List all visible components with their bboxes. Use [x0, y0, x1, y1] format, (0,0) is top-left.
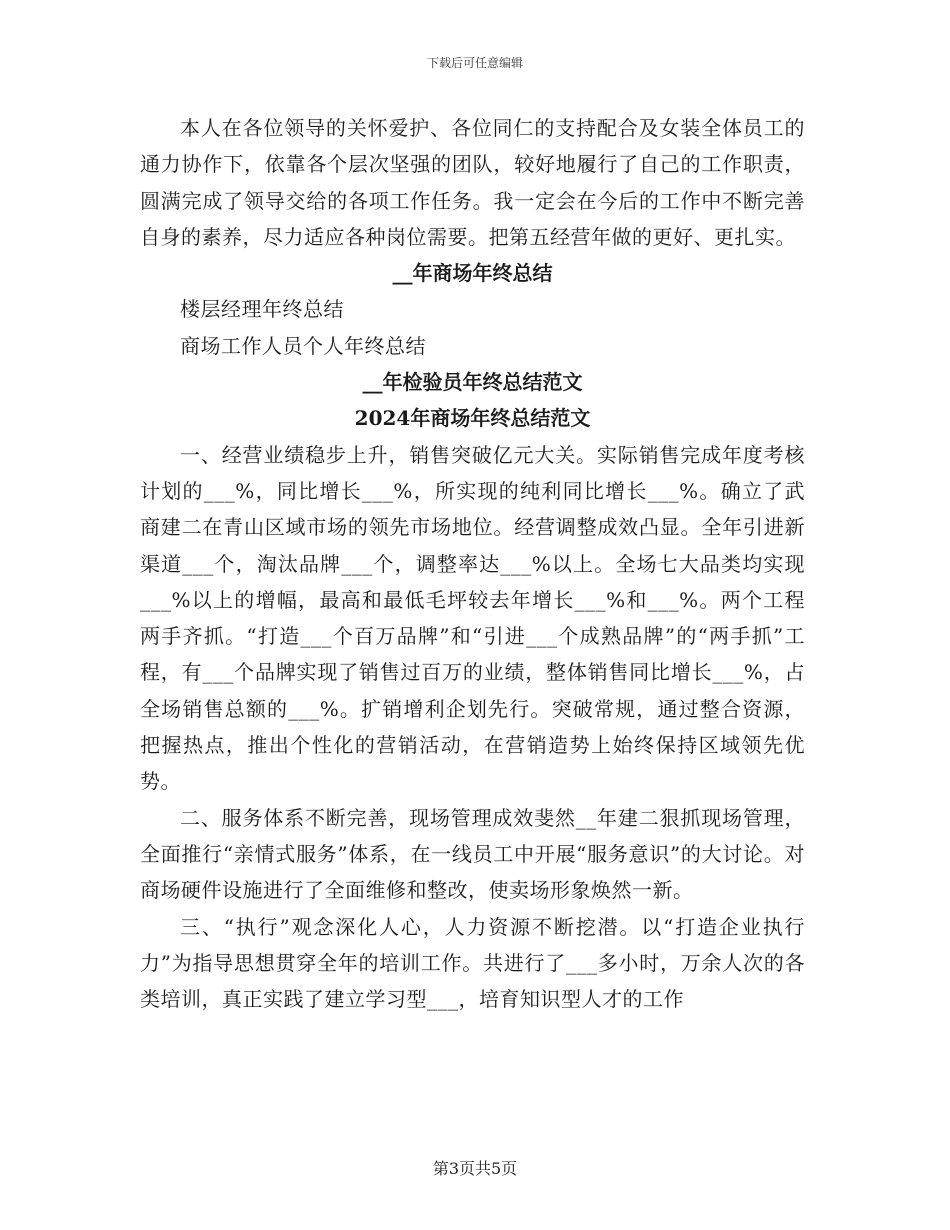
page-number: 第3页共5页 — [432, 1159, 518, 1178]
page-header: 下载后可任意编辑 — [426, 56, 523, 70]
section-heading-inspector-summary: __年检验员年终总结范文 — [362, 370, 583, 395]
related-link-mall-staff[interactable]: 商场工作人员个人年终总结 — [180, 333, 426, 358]
document-title: 2024年商场年终总结范文 — [354, 406, 591, 431]
paragraph-execution-training: 三、“执行”观念深化人心，人力资源不断挖潜。以“打造企业执行力”为指导思想贯穿全年的培训工作。共进行了___多小时，万余人次的各类培训，真正实践了建立学习型___，培育知识型人才的工作 — [140, 914, 805, 1012]
related-link-floor-manager[interactable]: 楼层经理年终总结 — [180, 297, 344, 322]
intro-paragraph: 本人在各位领导的关怀爱护、各位同仁的支持配合及女装全体员工的通力协作下，依靠各个层次坚强的团队，较好地履行了自己的工作职责，圆满完成了领导交给的各项工作任务。我一定会在今后的工作中不断完善自身的素养，尽力适应各种岗位需要。把第五经营年做的更好、更扎实。 — [140, 116, 805, 249]
section-heading-mall-summary: __年商场年终总结 — [392, 261, 553, 286]
document-body — [140, 110, 805, 1017]
paragraph-business-performance: 一、经营业绩稳步上升，销售突破亿元大关。实际销售完成年度考核计划的___%，同比增长___%，所实现的纯利同比增长___%。确立了武商建二在青山区域市场的领先市场地位。经营调整成效凸显。全年引进新渠道___个，淘汰品牌___个，调整率达___%以上。全场七大品类均实现___%以上的增幅，最高和最低毛坪较去年增长___%和___%。两个工程两手齐抓。“打造___个百万品牌”和“引进___个成熟品牌”的“两手抓”工程，有___个品牌实现了销售过百万的业绩，整体销售同比增长___%，占全场销售总额的___%。扩销增利企划先行。突破常规，通过整合资源，把握热点，推出个性化的营销活动，在营销造势上始终保持区域领先优势。 — [140, 442, 805, 794]
paragraph-service-system: 二、服务体系不断完善，现场管理成效斐然__年建二狠抓现场管理，全面推行“亲情式服务”体系，在一线员工中开展“服务意识”的大讨论。对商场硬件设施进行了全面维修和整改，使卖场形象焕然一新。 — [140, 805, 805, 903]
